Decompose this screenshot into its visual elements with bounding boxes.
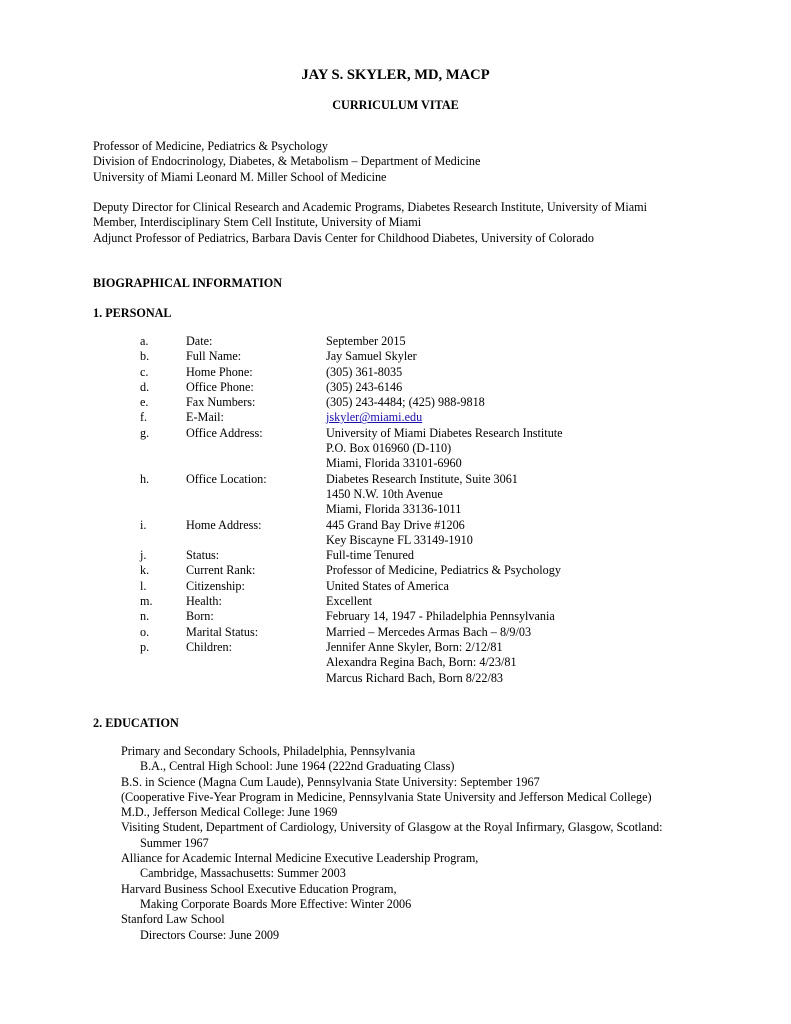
- row-value: P.O. Box 016960 (D-110): [326, 441, 452, 456]
- row-letter: k.: [140, 563, 150, 578]
- personal-info-row: [0, 655, 791, 670]
- education-line: Stanford Law School: [121, 912, 225, 927]
- row-value: Jay Samuel Skyler: [326, 349, 417, 364]
- row-label: Home Address:: [186, 517, 262, 532]
- personal-info-row: [0, 410, 791, 425]
- education-line: Primary and Secondary Schools, Philadelphia, Pennsylvania: [121, 744, 416, 758]
- education-line: (Cooperative Five-Year Program in Medicine, Pennsylvania State University and Jefferson Medical College): [121, 789, 652, 804]
- row-letter: p.: [140, 639, 150, 654]
- email-link[interactable]: jskyler@miami.edu: [326, 410, 423, 425]
- row-letter: c.: [140, 364, 149, 379]
- secondary-affiliations: [93, 200, 733, 246]
- row-letter: j.: [140, 548, 147, 563]
- row-label: Office Address:: [186, 425, 263, 440]
- education-line: M.D., Jefferson Medical College: June 1969: [121, 805, 338, 820]
- row-value: Key Biscayne FL 33149-1910: [326, 532, 473, 547]
- row-letter: b.: [140, 349, 150, 364]
- personal-info-row: [0, 579, 791, 594]
- affiliation-line: Professor of Medicine, Pediatrics & Psychology: [93, 139, 328, 153]
- row-letter: f.: [140, 410, 148, 425]
- row-label: Children:: [186, 639, 233, 654]
- row-label: Home Phone:: [186, 364, 253, 379]
- education-line: Cambridge, Massachusetts: Summer 2003: [140, 866, 346, 881]
- row-value: United States of America: [326, 578, 449, 593]
- row-letter: m.: [140, 594, 153, 609]
- personal-info-row: [0, 518, 791, 533]
- education-heading: 2. EDUCATION: [93, 716, 179, 730]
- personal-info-row: [0, 594, 791, 609]
- education-line: Alliance for Academic Internal Medicine Executive Leadership Program,: [121, 851, 479, 866]
- personal-info-row: [0, 426, 791, 441]
- row-value: 445 Grand Bay Drive #1206: [326, 517, 465, 532]
- row-label: Office Location:: [186, 471, 267, 486]
- personal-info-row: [0, 380, 791, 395]
- row-value: Professor of Medicine, Pediatrics & Psychology: [326, 563, 561, 578]
- personal-info-row: [0, 349, 791, 364]
- row-label: Current Rank:: [186, 563, 256, 578]
- row-label: Status:: [186, 548, 220, 563]
- row-letter: l.: [140, 578, 147, 593]
- row-value: (305) 243-6146: [326, 379, 403, 394]
- education-line: Visiting Student, Department of Cardiology, University of Glasgow at the Royal Infirmary, Glasgow, Scotland:: [121, 820, 663, 835]
- personal-info-row: [0, 640, 791, 655]
- personal-info-row: [0, 441, 791, 456]
- row-value: (305) 361-8035: [326, 364, 403, 379]
- affiliation-line: Division of Endocrinology, Diabetes, & Metabolism – Department of Medicine: [93, 154, 481, 169]
- personal-info-row: [0, 456, 791, 471]
- row-value: February 14, 1947 - Philadelphia Pennsylvania: [326, 609, 555, 624]
- personal-info-row: [0, 502, 791, 517]
- personal-info-row: [0, 671, 791, 686]
- row-label: Full Name:: [186, 349, 242, 364]
- personal-info-row: [0, 625, 791, 640]
- row-value: 1450 N.W. 10th Avenue: [326, 486, 443, 501]
- row-letter: i.: [140, 517, 147, 532]
- cv-document-title: CURRICULUM VITAE: [332, 98, 459, 112]
- row-value: Jennifer Anne Skyler, Born: 2/12/81: [326, 639, 503, 654]
- row-value: Miami, Florida 33101-6960: [326, 456, 462, 471]
- row-value: Marcus Richard Bach, Born 8/22/83: [326, 670, 504, 685]
- personal-info-row: [0, 365, 791, 380]
- row-letter: a.: [140, 334, 149, 348]
- row-value: September 2015: [326, 334, 406, 348]
- affiliation-line: Deputy Director for Clinical Research and Academic Programs, Diabetes Research Institute, University of Miami: [93, 200, 648, 214]
- personal-heading: 1. PERSONAL: [93, 306, 172, 320]
- row-letter: n.: [140, 609, 150, 624]
- personal-info-list: [0, 334, 791, 686]
- education-line: B.S. in Science (Magna Cum Laude), Pennsylvania State University: September 1967: [121, 774, 540, 789]
- education-line: B.A., Central High School: June 1964 (222nd Graduating Class): [140, 759, 455, 774]
- row-label: Office Phone:: [186, 379, 254, 394]
- row-value: University of Miami Diabetes Research Institute: [326, 425, 563, 440]
- education-list: [121, 744, 761, 943]
- education-line: Making Corporate Boards More Effective: Winter 2006: [140, 896, 412, 911]
- education-line: Directors Course: June 2009: [140, 927, 280, 942]
- row-label: Health:: [186, 594, 222, 609]
- row-value: Married – Mercedes Armas Bach – 8/9/03: [326, 624, 532, 639]
- affiliation-line: Adjunct Professor of Pediatrics, Barbara Davis Center for Childhood Diabetes, University of Colorado: [93, 230, 594, 245]
- row-letter: e.: [140, 395, 149, 410]
- row-letter: o.: [140, 624, 150, 639]
- personal-info-row: [0, 548, 791, 563]
- personal-info-row: [0, 395, 791, 410]
- row-letter: g.: [140, 425, 150, 440]
- row-value: Excellent: [326, 594, 373, 609]
- row-label: Citizenship:: [186, 578, 245, 593]
- row-letter: h.: [140, 471, 150, 486]
- cv-name-title: JAY S. SKYLER, MD, MACP: [301, 67, 490, 83]
- row-value: (305) 243-4484; (425) 988-9818: [326, 395, 485, 410]
- row-label: E-Mail:: [186, 410, 224, 425]
- row-value: Alexandra Regina Bach, Born: 4/23/81: [326, 655, 517, 670]
- personal-info-row: [0, 609, 791, 624]
- row-label: Fax Numbers:: [186, 395, 256, 410]
- row-label: Date:: [186, 334, 213, 348]
- personal-info-row: [0, 563, 791, 578]
- biographical-heading: BIOGRAPHICAL INFORMATION: [93, 276, 283, 290]
- primary-affiliations: [93, 139, 733, 185]
- row-value: Miami, Florida 33136-1011: [326, 502, 462, 517]
- row-value: Diabetes Research Institute, Suite 3061: [326, 471, 518, 486]
- row-letter: d.: [140, 379, 150, 394]
- education-line: Summer 1967: [140, 835, 209, 850]
- row-value: Full-time Tenured: [326, 548, 414, 563]
- personal-info-row: [0, 334, 791, 349]
- row-label: Born:: [186, 609, 214, 624]
- education-line: Harvard Business School Executive Education Program,: [121, 881, 397, 896]
- personal-info-row: [0, 487, 791, 502]
- affiliation-line: University of Miami Leonard M. Miller School of Medicine: [93, 169, 387, 184]
- personal-info-row: [0, 533, 791, 548]
- affiliation-line: Member, Interdisciplinary Stem Cell Institute, University of Miami: [93, 215, 422, 230]
- personal-info-row: [0, 472, 791, 487]
- row-label: Marital Status:: [186, 624, 259, 639]
